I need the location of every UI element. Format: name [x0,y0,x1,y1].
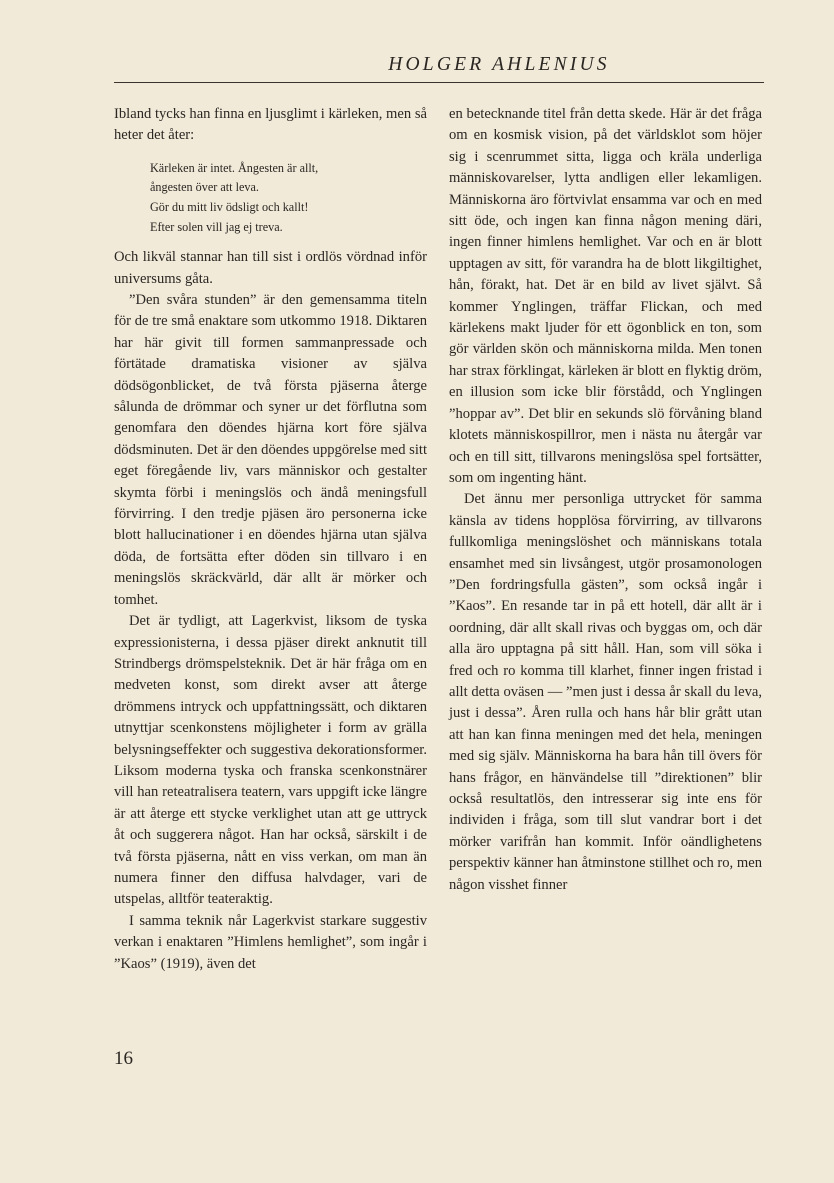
poem-quote [150,159,427,237]
paragraph: I samma teknik når Lagerkvist starkare suggestiv verkan i enaktaren ”Himlens hemlighet”, som ingår i ”Kaos” (1919), även det [114,912,427,972]
paragraph: ”Den svåra stunden” är den gemensamma titeln för de tre små enaktare som utkommo 1918. Diktaren har här givit till formen sammanpressade och förtätade dramatiska visioner av själva dödsögonblicket, de två första pjäserna återge sålunda de drömmar och syner ur det förflutna som genomfara den döendes hjärna kort före själva dödsminuten. Det är den döendes uppgörelse med sitt eget föregående liv, vars människor och gestalter skymta förbi i meningslös och ändå meningsfull förvirring. I den tredje pjäsen äro personerna icke blott hallucinationer i en döendes hjärna utan själva döda, de fortsätta efter döden sin tillvaro i en meningslös skräckvärld, där allt är mörker och tomhet. [114,292,427,608]
paragraph: Och likväl stannar han till sist i ordlös vördnad inför universums gåta. [114,249,427,287]
header-rule [114,82,764,83]
poem-line: Kärleken är intet. Ångesten är allt, [150,160,319,175]
running-header: HOLGER AHLENIUS [388,54,610,75]
right-column [449,104,762,896]
poem-line: ångesten över att leva. [150,180,259,195]
paragraph: Det är tydligt, att Lagerkvist, liksom de tyska expressionisterna, i dessa pjäser direkt anknutit till Strindbergs drömspelsteknik. Det är här fråga om en medveten konst, som direkt avser att återge drömmens intryck och uppfattningssätt, och diktaren utnyttjar scenkonstens möjligheter i form av grälla belysningseffekter och suggestiva dekorationsformer. Liksom moderna tyska och franska scenkonstnärer vill han reteatralisera teatern, vars uppgift icke längre är att återge ett stycke verklighet utan att ge uttryck åt och suggerera något. Han har också, särskilt i de två första pjäserna, nått en viss verkan, om man än numera finner den diffusa halvdager, vari de utspelas, alltför teateraktig. [114,613,427,908]
left-column [114,104,427,975]
paragraph: en betecknande titel från detta skede. Här är det fråga om en kosmisk vision, på det världsklot som höjer sig i scenrummet sitta, ligga och kräla underliga människovarelser, lytta andligen eller lekamligen. Människorna äro förtvivlat ensamma var och en med sitt öde, och ingen kan finna någon mening däri, ingen finner himlens hemlighet. Var och en är blott upptagen av sitt, för varandra ha de blott likgiltighet, hån, förakt, hat. Det är en bild av livet självt. Så kommer Ynglingen, träffar Flickan, och med kärlekens makt ljuder för ett ögonblick en ton, som gör världen skön och människorna milda. Men tonen har strax förklingat, kärleken är blott en flyktig dröm, en illusion som icke blir förstådd, och Ynglingen ”hoppar av”. Det blir en sekunds slö förvåning bland klotets människospillror, men i nästa nu återgår var och en till sitt, tillvarons meningslösa spel fortsätter, som om ingenting hänt. [449,106,762,486]
paragraph-intro: Ibland tycks han finna en ljusglimt i kärleken, men så heter det åter: [114,106,427,144]
paragraph: Det ännu mer personliga uttrycket för samma känsla av tidens hopplösa förvirring, av tillvarons fullkomliga meningslöshet och människans totala ensamhet med sin livsångest, utgör prosamonologen ”Den fordringsfulla gästen”, som också ingår i ”Kaos”. En resande tar in på ett hotell, där allt är i oordning, där allt skall rivas och byggas om, och där alla äro upptagna på sitt håll. Han, som vill söka i fred och ro komma till klarhet, finner ingen fristad i allt detta oväsen — ”men just i dessa år skall du leva, just i dessa”. Åren rulla och hans hår blir grått utan att han kan finna meningen med det hela, meningen med sig själv. Människorna ha bara hån till övers för hans frågor, en hänvändelse till ”direktionen” blir också resultatlös, den intresserar sig inte ens för individen i fråga, som till slut vandrar bort i det mörker varifrån han kommit. Inför oändlighetens perspektiv känner han åtminstone stillhet och ro, men någon visshet finner [449,491,762,893]
page-number: 16 [114,1048,133,1069]
poem-line: Gör du mitt liv ödsligt och kallt! [150,200,309,214]
poem-line: Efter solen vill jag ej treva. [150,219,283,234]
